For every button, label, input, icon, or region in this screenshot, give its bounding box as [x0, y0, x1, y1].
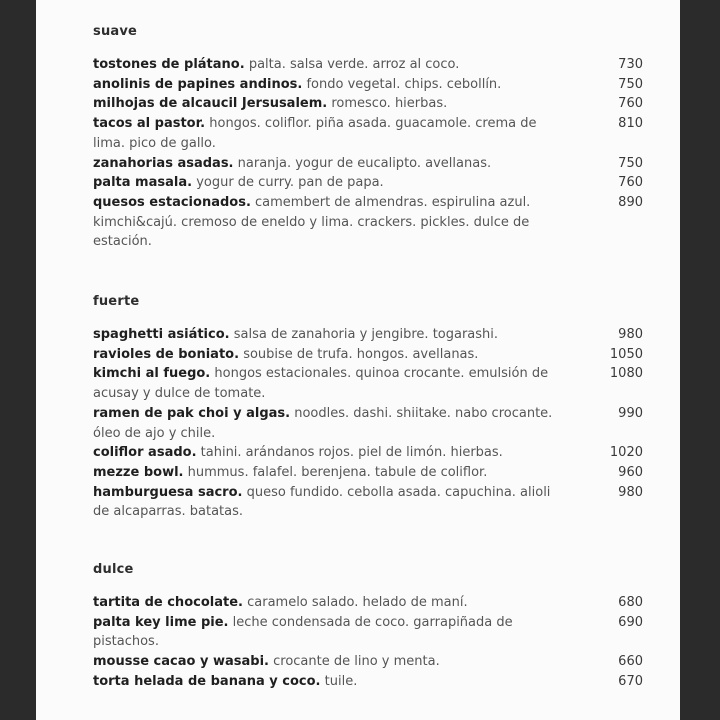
dish-description: naranja. yogur de eucalipto. avellanas. — [237, 155, 492, 171]
list-item — [93, 75, 653, 95]
dish-name: mousse cacao y wasabi. — [93, 654, 269, 670]
dish-price: 730 — [618, 57, 643, 72]
list-item — [93, 114, 653, 153]
dish-name: quesos estacionados. — [93, 194, 251, 210]
dish-price: 670 — [618, 673, 643, 689]
dish-price: 690 — [618, 614, 643, 630]
dish-name: mezze bowl. — [93, 464, 184, 480]
list-item — [93, 593, 653, 613]
dish-price: 660 — [618, 654, 643, 670]
dish-price: 990 — [618, 405, 643, 421]
dish-price: 890 — [618, 194, 643, 210]
dish-name: ramen de pak choi y algas. — [93, 405, 291, 421]
dish-price: 960 — [618, 464, 643, 480]
dish-name: milhojas de alcaucil Jersusalem. — [93, 96, 328, 112]
list-item — [93, 154, 653, 174]
section-fuerte — [93, 294, 653, 522]
dish-description: camembert de almendras. espirulina azul. kimchi&cajú. cremoso de eneldo y lima. crackers. pickles. dulce de estación. — [93, 194, 531, 250]
list-item — [93, 613, 653, 652]
list-item — [93, 404, 653, 443]
dish-description: palta. salsa verde. arroz al coco. — [248, 57, 460, 72]
dish-description: hongos. coliflor. piña asada. guacamole. crema de lima. pico de gallo. — [93, 116, 537, 151]
list-item — [93, 173, 653, 193]
item-list — [93, 55, 653, 252]
list-item — [93, 325, 653, 345]
dish-description: noodles. dashi. shiitake. nabo crocante. óleo de ajo y chile. — [93, 405, 553, 441]
list-item — [93, 94, 653, 114]
dish-name: anolinis de papines andinos. — [93, 76, 303, 92]
section-suave — [93, 24, 653, 252]
list-item — [93, 443, 653, 463]
dish-price: 680 — [618, 595, 643, 610]
section-heading: fuerte — [93, 294, 140, 309]
dish-name: torta helada de banana y coco. — [93, 673, 321, 689]
dish-price: 1050 — [609, 346, 643, 362]
section-dulce — [93, 562, 653, 692]
dish-description: hongos estacionales. quinoa crocante. emulsión de acusay y dulce de tomate. — [93, 366, 549, 402]
list-item — [93, 652, 653, 672]
dish-name: kimchi al fuego. — [93, 366, 211, 382]
item-list — [93, 593, 653, 692]
list-item — [93, 483, 653, 522]
menu-page — [36, 0, 680, 720]
list-item — [93, 345, 653, 365]
dish-name: spaghetti asiático. — [93, 327, 230, 342]
dish-name: palta key lime pie. — [93, 614, 229, 630]
dish-description: salsa de zanahoria y jengibre. togarashi. — [233, 327, 499, 342]
dish-price: 980 — [618, 484, 643, 500]
dish-description: soubise de trufa. hongos. avellanas. — [243, 346, 479, 362]
dish-description: yogur de curry. pan de papa. — [196, 175, 384, 191]
dish-name: zanahorias asadas. — [93, 155, 234, 171]
dish-description: queso fundido. cebolla asada. capuchina. alioli de alcaparras. batatas. — [93, 484, 551, 520]
dish-price: 750 — [618, 76, 643, 92]
dish-price: 750 — [618, 155, 643, 171]
dish-description: romesco. hierbas. — [331, 96, 448, 112]
section-heading: dulce — [93, 562, 134, 577]
item-list — [93, 325, 653, 522]
list-item — [93, 55, 653, 75]
dish-price: 760 — [618, 96, 643, 112]
dish-description: tuile. — [324, 673, 358, 689]
dish-name: tacos al pastor. — [93, 116, 206, 132]
dish-description: hummus. falafel. berenjena. tabule de coliflor. — [187, 464, 488, 480]
dish-name: palta masala. — [93, 175, 193, 191]
dish-name: tostones de plátano. — [93, 57, 245, 72]
dish-name: coliflor asado. — [93, 445, 197, 461]
dish-price: 760 — [618, 175, 643, 191]
dish-description: fondo vegetal. chips. cebollín. — [306, 76, 502, 92]
dish-name: ravioles de boniato. — [93, 346, 240, 362]
list-item — [93, 193, 653, 252]
list-item — [93, 364, 653, 403]
dish-price: 810 — [618, 116, 643, 132]
list-item — [93, 672, 653, 692]
section-heading: suave — [93, 24, 138, 39]
list-item — [93, 463, 653, 483]
dish-description: leche condensada de coco. garrapiñada de pistachos. — [93, 614, 513, 650]
dish-description: crocante de lino y menta. — [273, 654, 440, 670]
dish-description: caramelo salado. helado de maní. — [247, 595, 468, 610]
dish-price: 1080 — [609, 366, 643, 382]
dish-price: 1020 — [609, 445, 643, 461]
dish-price: 980 — [618, 327, 643, 342]
dish-description: tahini. arándanos rojos. piel de limón. hierbas. — [200, 445, 503, 461]
dish-name: tartita de chocolate. — [93, 595, 243, 610]
dish-name: hamburguesa sacro. — [93, 484, 243, 500]
